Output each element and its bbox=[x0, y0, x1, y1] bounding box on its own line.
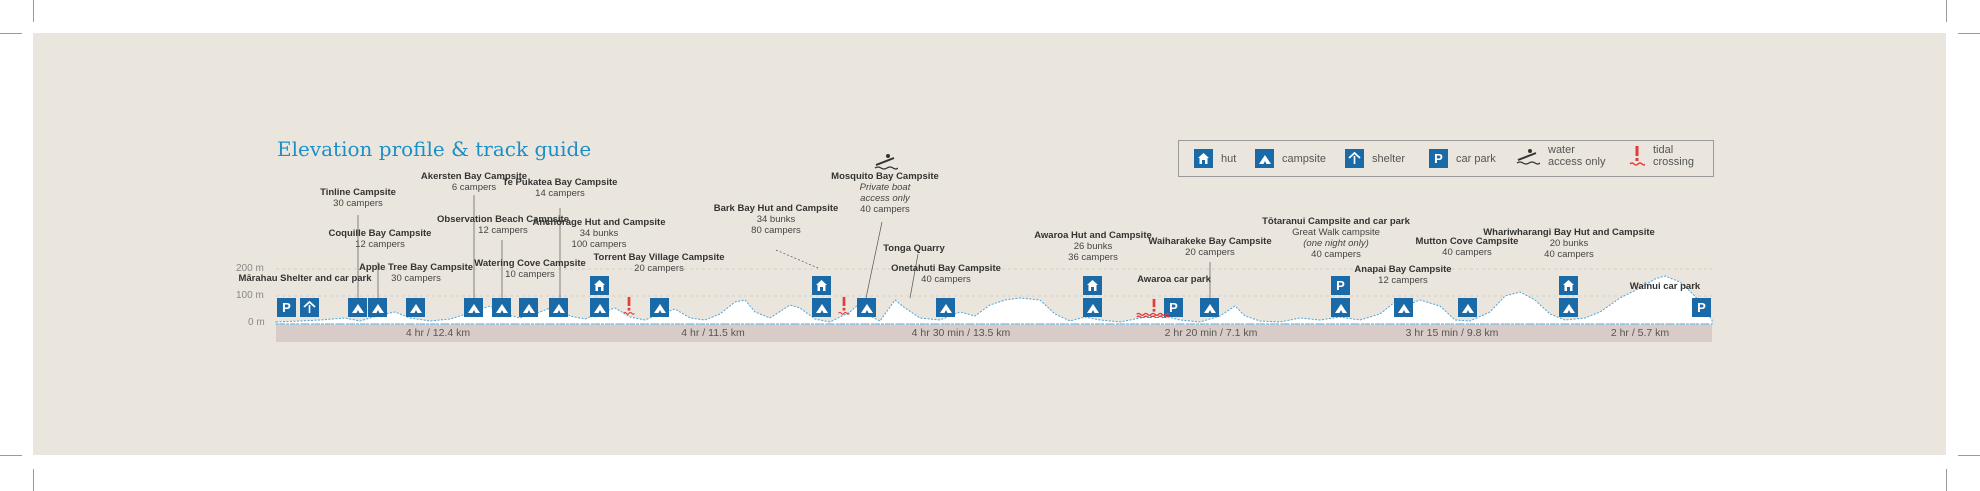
legend-item-car-park: P car park bbox=[1429, 149, 1496, 168]
car-park-icon: P bbox=[1429, 149, 1448, 168]
legend-item-campsite: campsite bbox=[1255, 149, 1326, 168]
hut-icon bbox=[1083, 276, 1102, 295]
axis-label-200: 200 m bbox=[236, 263, 264, 274]
location-coquille-bay: Coquille Bay Campsite 12 campers bbox=[328, 228, 432, 250]
location-anapai-bay: Anapai Bay Campsite 12 campers bbox=[1354, 264, 1452, 286]
campsite-icon bbox=[492, 298, 511, 317]
campsite-icon bbox=[368, 298, 387, 317]
shelter-icon bbox=[300, 298, 319, 317]
campsite-icon bbox=[464, 298, 483, 317]
segment-2: 4 hr / 11.5 km bbox=[681, 327, 745, 339]
location-awaroa-car-park: Awaroa car park bbox=[1137, 274, 1211, 285]
legend-item-tidal-crossing: tidal crossing bbox=[1629, 144, 1703, 168]
page-title: Elevation profile & track guide bbox=[277, 137, 592, 161]
legend-item-water-access: water access only bbox=[1516, 144, 1610, 168]
campsite-icon bbox=[1559, 298, 1578, 317]
campsite-icon bbox=[1394, 298, 1413, 317]
car-park-icon: P bbox=[1692, 298, 1711, 317]
hut-icon bbox=[812, 276, 831, 295]
location-whariwharangi-bay: Whariwharangi Bay Hut and Campsite 20 bunks 40 campers bbox=[1483, 227, 1655, 260]
location-mutton-cove: Mutton Cove Campsite 40 campers bbox=[1415, 236, 1519, 258]
axis-label-100: 100 m bbox=[236, 290, 264, 301]
location-tinline: Tinline Campsite 30 campers bbox=[320, 187, 396, 209]
location-waiharakeke-bay: Waiharakeke Bay Campsite 20 campers bbox=[1148, 236, 1272, 258]
location-onetahuti-bay: Onetahuti Bay Campsite 40 campers bbox=[891, 263, 1001, 285]
location-totaranui: Tōtaranui Campsite and car park Great Walk campsite (one night only) 40 campers bbox=[1262, 216, 1410, 260]
campsite-icon bbox=[1331, 298, 1350, 317]
campsite-icon bbox=[549, 298, 568, 317]
car-park-icon: P bbox=[1331, 276, 1350, 295]
water-access-icon bbox=[874, 153, 898, 171]
location-tonga-quarry: Tonga Quarry bbox=[883, 243, 945, 254]
campsite-icon bbox=[1200, 298, 1219, 317]
campsite-icon bbox=[406, 298, 425, 317]
location-bark-bay-hut: Bark Bay Hut and Campsite 34 bunks 80 campers bbox=[713, 203, 839, 236]
segment-6: 2 hr / 5.7 km bbox=[1610, 327, 1670, 339]
campsite-icon bbox=[936, 298, 955, 317]
location-mosquito-bay: Mosquito Bay Campsite Private boat access only 40 campers bbox=[831, 171, 939, 215]
hut-icon bbox=[590, 276, 609, 295]
campsite-icon bbox=[590, 298, 609, 317]
legend-item-hut: hut bbox=[1194, 149, 1236, 168]
segment-5: 3 hr 15 min / 9.8 km bbox=[1405, 327, 1499, 339]
campsite-icon bbox=[650, 298, 669, 317]
location-marahau: Mārahau Shelter and car park bbox=[238, 273, 372, 284]
segment-1: 4 hr / 12.4 km bbox=[405, 327, 471, 339]
location-anchorage-hut: Anchorage Hut and Campsite 34 bunks 100 campers bbox=[532, 217, 666, 250]
tidal-crossing-icon bbox=[1134, 298, 1174, 318]
axis-label-0: 0 m bbox=[248, 317, 265, 328]
location-awaroa-hut: Awaroa Hut and Campsite 26 bunks 36 campers bbox=[1034, 230, 1152, 263]
tidal-crossing-icon bbox=[838, 296, 850, 316]
location-observation-beach: Observation Beach Campsite 12 campers bbox=[437, 214, 569, 236]
legend-item-shelter: shelter bbox=[1345, 149, 1405, 168]
segment-3: 4 hr 30 min / 13.5 km bbox=[911, 327, 1011, 339]
car-park-icon: P bbox=[277, 298, 296, 317]
campsite-icon bbox=[519, 298, 538, 317]
location-torrent-bay: Torrent Bay Village Campsite 20 campers bbox=[593, 252, 725, 274]
tidal-crossing-icon bbox=[623, 296, 635, 316]
campsite-icon bbox=[1083, 298, 1102, 317]
location-akersten-bay: Akersten Bay Campsite 6 campers bbox=[420, 171, 528, 193]
campsite-icon bbox=[348, 298, 367, 317]
campsite-icon bbox=[812, 298, 831, 317]
campsite-icon bbox=[857, 298, 876, 317]
location-apple-tree-bay: Apple Tree Bay Campsite 30 campers bbox=[358, 262, 474, 284]
location-te-pukatea-bay: Te Pukatea Bay Campsite 14 campers bbox=[502, 177, 618, 199]
location-wainui-car-park: Wainui car park bbox=[1629, 281, 1701, 292]
hut-icon bbox=[1559, 276, 1578, 295]
campsite-icon bbox=[1458, 298, 1477, 317]
car-park-icon: P bbox=[1164, 298, 1183, 317]
location-watering-cove: Watering Cove Campsite 10 campers bbox=[474, 258, 586, 280]
segment-4: 2 hr 20 min / 7.1 km bbox=[1164, 327, 1258, 339]
